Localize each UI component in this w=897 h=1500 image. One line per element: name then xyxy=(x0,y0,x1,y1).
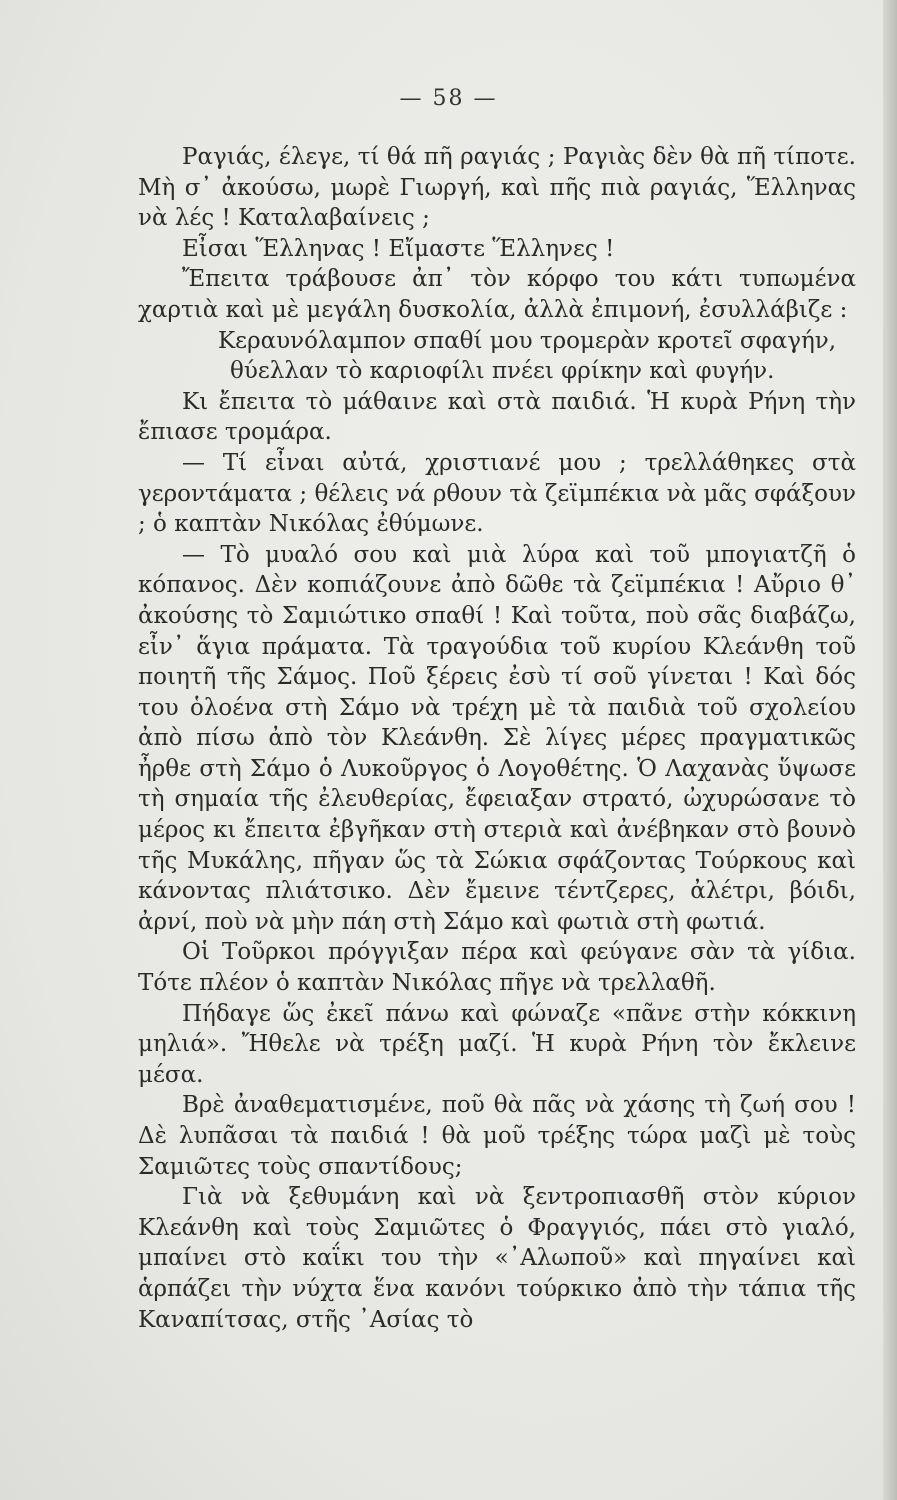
paragraph: — Τὸ μυαλό σου καὶ μιὰ λύρα καὶ τοῦ μπογιατζῆ ὁ κόπανος. Δὲν κοπιάζουνε ἀπὸ δῶθε τὰ ζεϊμπέκια ! Αὔριο θ᾿ ἀκούσης τὸ Σαμιώτικο σπαθί ! Καὶ τοῦτα, ποὺ σᾶς διαβάζω, εἶν᾿ ἅγια πράματα. Τὰ τραγούδια τοῦ κυρίου Κλεάνθη τοῦ ποιητῆ τῆς Σάμος. Ποῦ ξέρεις ἐσὺ τί σοῦ γίνεται ! Καὶ δός του ὁλοένα στὴ Σάμο νὰ τρέχη μὲ τὰ παιδιὰ τοῦ σχολείου ἀπὸ πίσω ἀπὸ τὸν Κλεάνθη. Σὲ λίγες μέρες πραγματικῶς ἦρθε στὴ Σάμο ὁ Λυκοῦργος ὁ Λογοθέτης. Ὁ Λαχανὰς ὕψωσε τὴ σημαία τῆς ἐλευθερίας, ἔφειαξαν στρατό, ὠχυρώσανε τὸ μέρος κι ἔπειτα ἐβγῆκαν στὴ στεριὰ καὶ ἀνέβηκαν στὸ βουνὸ τῆς Μυκάλης, πῆγαν ὥς τὰ Σώκια σφάζοντας Τούρκους καὶ κάνοντας πλιάτσικο. Δὲν ἔμεινε τέντζερες, ἀλέτρι, βόιδι, ἀρνί, ποὺ νὰ μὴν πάη στὴ Σάμο καὶ φωτιὰ στὴ φωτιά. xyxy=(138,541,856,935)
paragraph: Πήδαγε ὥς ἐκεῖ πάνω καὶ φώναζε «πᾶνε στὴν κόκκινη μηλιά». Ἤθελε νὰ τρέξη μαζί. Ἡ κυρὰ Ρήνη τὸν ἔκλεινε μέσα. xyxy=(138,1000,856,1088)
paragraph: Βρὲ ἀναθεματισμένε, ποῦ θὰ πᾶς νὰ χάσης τὴ ζωή σου ! Δὲ λυπᾶσαι τὰ παιδιά ! θὰ μοῦ τρέξης τώρα μαζὶ μὲ τοὺς Σαμιῶτες τοὺς σπαντίδους; xyxy=(138,1092,856,1180)
paragraph: Ραγιάς, έλεγε, τί θά πῆ ραγιάς ; Ραγιὰς δὲν θὰ πῆ τίποτε. Μὴ σ᾿ ἀκούσω, μωρὲ Γιωργή, καὶ πῆς πιὰ ραγιάς, Ἕλληνας νὰ λές ! Καταλαβαίνεις ; xyxy=(138,144,856,232)
scan-edge xyxy=(883,0,897,1500)
paragraph: Ἔπειτα τράβουσε ἀπ᾿ τὸν κόρφο του κάτι τυπωμένα χαρτιὰ καὶ μὲ μεγάλη δυσκολία, ἀλλὰ ἐπιμονή, ἐσυλλάβιζε : xyxy=(138,266,856,323)
body-text xyxy=(138,142,856,1335)
paragraph: — Τί εἶναι αὐτά, χριστιανέ μου ; τρελλάθηκες στὰ γεροντάματα ; θέλεις νά ρθουν τὰ ζεϊμπέκια νὰ μᾶς σφάξουν ; ὁ καπτὰν Νικόλας ἐθύμωνε. xyxy=(138,449,856,538)
paragraph: Κι ἔπειτα τὸ μάθαινε καὶ στὰ παιδιά. Ἡ κυρὰ Ρήνη τὴν ἔπιασε τρομάρα. xyxy=(138,388,856,446)
page-number: — 58 — xyxy=(399,86,498,111)
verse-line: Κεραυνόλαμπον σπαθί μου τρομερὰν κροτεῖ σφαγήν, xyxy=(218,327,837,354)
paragraph: Εἶσαι Ἕλληνας ! Εἴμαστε Ἕλληνες ! xyxy=(182,235,615,262)
verse-line: θύελλαν τὸ καριοφίλι πνέει φρίκην καὶ φυγήν. xyxy=(230,358,775,385)
paragraph: Γιὰ νὰ ξεθυμάνη καὶ νὰ ξεντροπιασθῆ στὸν κύριον Κλεάνθη καὶ τοὺς Σαμιῶτες ὁ Φραγγιός, πάει στὸ γιαλό, μπαίνει στὸ καΐκι του τὴν «᾿Αλωποῦ» καὶ πηγαίνει καὶ ἁρπάζει τὴν νύχτα ἕνα κανόνι τούρκικο ἀπὸ τὴν τάπια τῆς Καναπίτσας, στῆς ᾿Ασίας τὸ xyxy=(138,1184,856,1333)
paragraph: Οἱ Τοῦρκοι πρόγγιξαν πέρα καὶ φεύγανε σὰν τὰ γίδια. Τότε πλέον ὁ καπτὰν Νικόλας πῆγε νὰ τρελλαθῆ. xyxy=(138,939,856,997)
